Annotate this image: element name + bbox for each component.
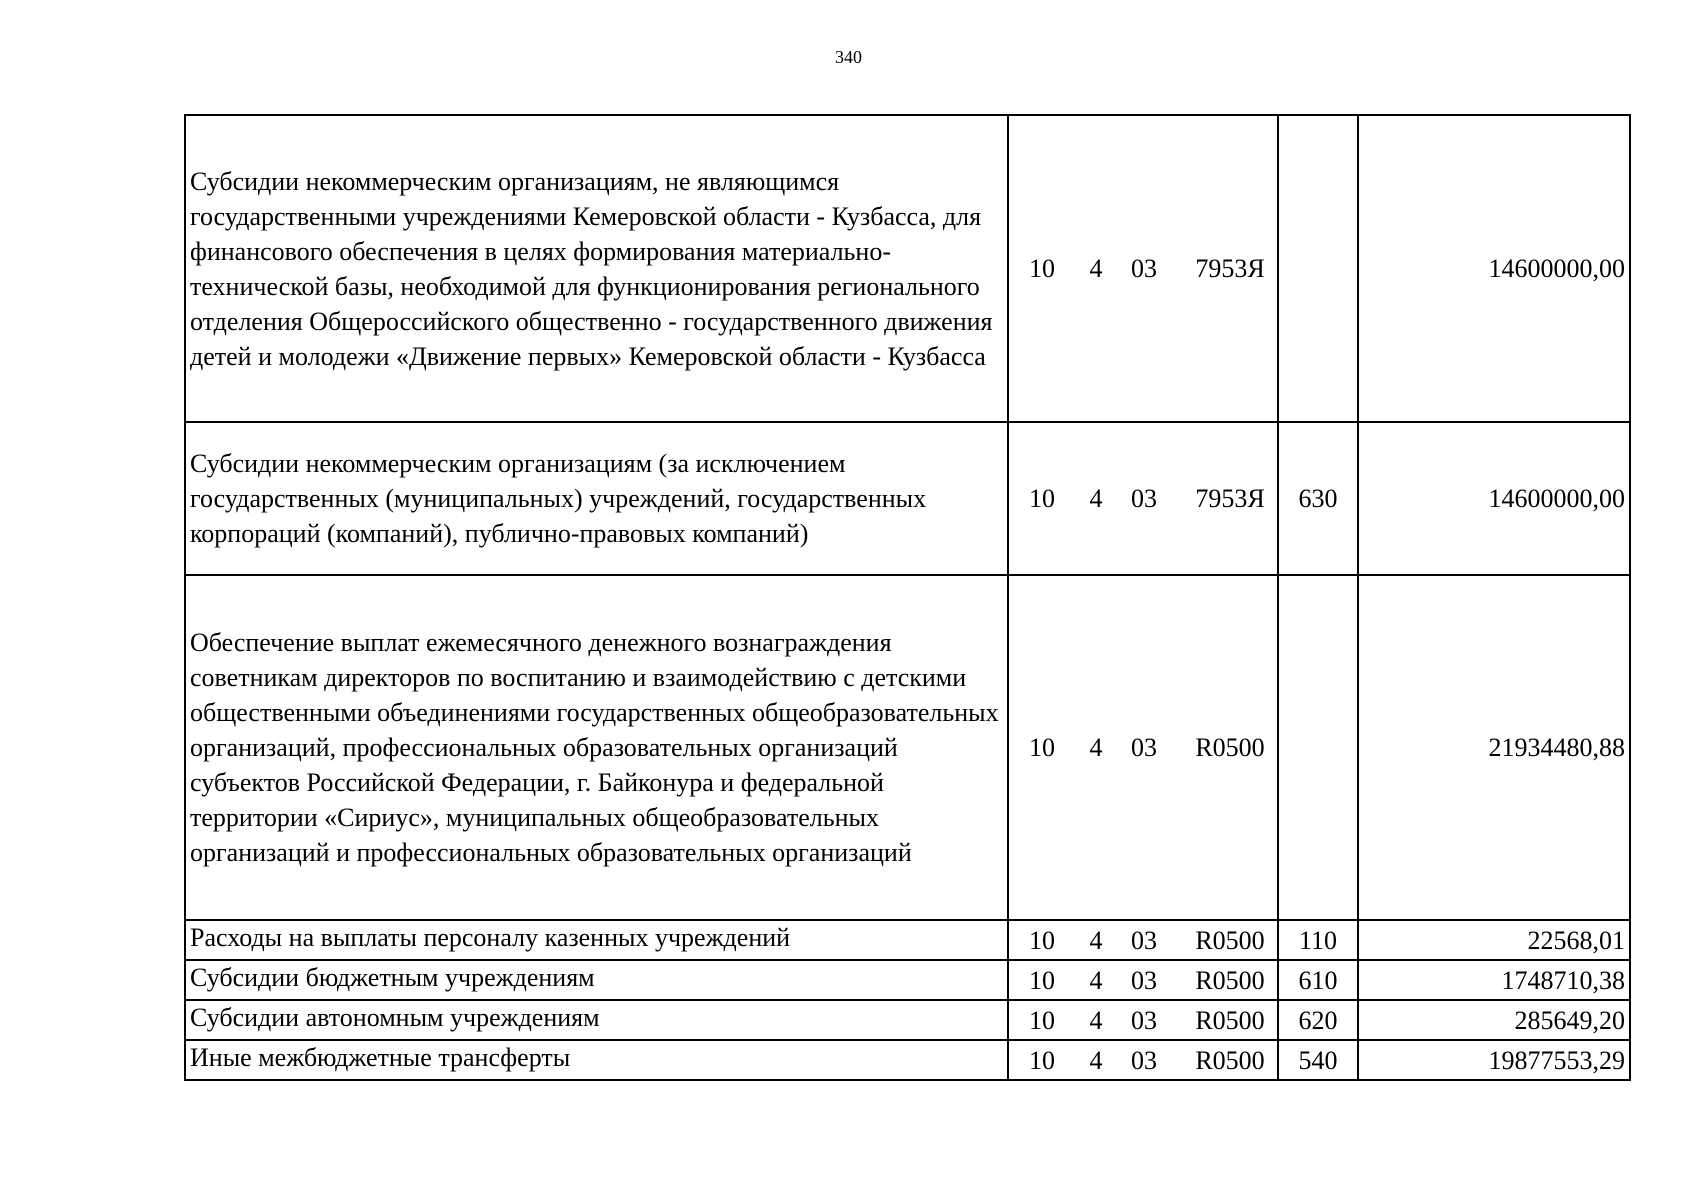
- article-code: 7953Я: [1195, 484, 1265, 513]
- program-code: 03: [1131, 733, 1157, 762]
- section-code: 10: [1029, 1006, 1055, 1035]
- expense-type-code: [1278, 115, 1358, 422]
- program-code: 03: [1131, 926, 1157, 955]
- expense-type-code: 620: [1278, 1000, 1358, 1040]
- program-code: 03: [1131, 1046, 1157, 1075]
- program-code: 03: [1131, 484, 1157, 513]
- expense-type-code: 630: [1278, 422, 1358, 575]
- program-code: 03: [1131, 1006, 1157, 1035]
- amount-value: 22568,01: [1358, 920, 1630, 960]
- section-code: 10: [1029, 254, 1055, 283]
- table-row: [185, 575, 1630, 920]
- amount-value: 1748710,38: [1358, 960, 1630, 1000]
- section-code: 10: [1029, 1046, 1055, 1075]
- row-codes: [1008, 1000, 1278, 1040]
- row-codes: [1008, 920, 1278, 960]
- page-number: 340: [835, 47, 862, 67]
- amount-value: 14600000,00: [1358, 422, 1630, 575]
- row-codes: [1008, 1040, 1278, 1080]
- subsection-code: 4: [1089, 926, 1103, 955]
- table-row: [185, 1040, 1630, 1080]
- section-code: 10: [1029, 966, 1055, 995]
- article-code: R0500: [1195, 926, 1265, 955]
- amount-value: 285649,20: [1358, 1000, 1630, 1040]
- row-codes: [1008, 960, 1278, 1000]
- subsection-code: 4: [1089, 254, 1103, 283]
- row-description: Субсидии некоммерческим организациям, не являющимся государственными учреждениями Кемеровской области - Кузбасса, для финансового обеспечения в целях формирования материально-технической базы, необходимой для функционирования регионального отделения Общероссийского общественно - государственного движения детей и молодежи «Движение первых» Кемеровской области - Кузбасса: [185, 115, 1008, 422]
- row-codes: [1008, 115, 1278, 422]
- expense-type-code: [1278, 575, 1358, 920]
- section-code: 10: [1029, 484, 1055, 513]
- amount-value: 21934480,88: [1358, 575, 1630, 920]
- subsection-code: 4: [1089, 966, 1103, 995]
- article-code: R0500: [1195, 966, 1265, 995]
- budget-table: [184, 114, 1631, 1081]
- article-code: R0500: [1195, 1006, 1265, 1035]
- row-description: Расходы на выплаты персоналу казенных учреждений: [185, 920, 1008, 960]
- expense-type-code: 610: [1278, 960, 1358, 1000]
- table-row: [185, 115, 1630, 422]
- row-description: Обеспечение выплат ежемесячного денежного вознаграждения советникам директоров по воспитанию и взаимодействию с детскими общественными объединениями государственных общеобразовательных организаций, профессиональных образовательных организаций субъектов Российской Федерации, г. Байконура и федеральной территории «Сириус», муниципальных общеобразовательных организаций и профессиональных образовательных организаций: [185, 575, 1008, 920]
- subsection-code: 4: [1089, 484, 1103, 513]
- program-code: 03: [1131, 254, 1157, 283]
- section-code: 10: [1029, 733, 1055, 762]
- amount-value: 19877553,29: [1358, 1040, 1630, 1080]
- article-code: R0500: [1195, 733, 1265, 762]
- row-description: Субсидии некоммерческим организациям (за исключением государственных (муниципальных) учреждений, государственных корпораций (компаний), публично-правовых компаний): [185, 422, 1008, 575]
- table-row: [185, 960, 1630, 1000]
- article-code: 7953Я: [1195, 254, 1265, 283]
- table-row: [185, 1000, 1630, 1040]
- subsection-code: 4: [1089, 733, 1103, 762]
- row-description: Субсидии автономным учреждениям: [185, 1000, 1008, 1040]
- row-codes: [1008, 422, 1278, 575]
- row-codes: [1008, 575, 1278, 920]
- row-description: Иные межбюджетные трансферты: [185, 1040, 1008, 1080]
- expense-type-code: 540: [1278, 1040, 1358, 1080]
- table-row: [185, 422, 1630, 575]
- table-row: [185, 920, 1630, 960]
- subsection-code: 4: [1089, 1046, 1103, 1075]
- amount-value: 14600000,00: [1358, 115, 1630, 422]
- expense-type-code: 110: [1278, 920, 1358, 960]
- program-code: 03: [1131, 966, 1157, 995]
- row-description: Субсидии бюджетным учреждениям: [185, 960, 1008, 1000]
- article-code: R0500: [1195, 1046, 1265, 1075]
- subsection-code: 4: [1089, 1006, 1103, 1035]
- section-code: 10: [1029, 926, 1055, 955]
